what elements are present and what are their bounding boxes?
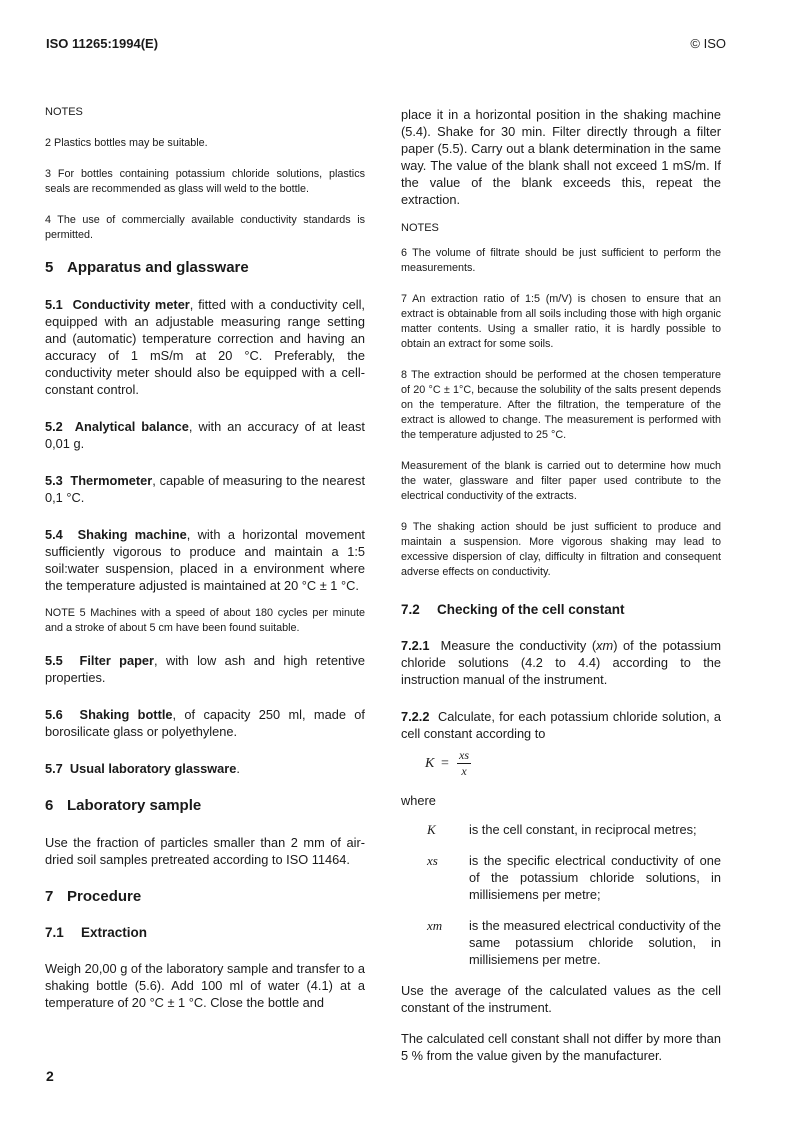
page-number: 2 (46, 1068, 54, 1084)
where-item: xm is the measured electrical conductivity of the same potassium chloride solution, in millisiemens per metre. (427, 918, 721, 967)
section-5-heading: 5 Apparatus and glassware (45, 259, 249, 276)
clause-7-2-1: 7.2.1 Measure the conductivity (xm) of the potassium chloride solutions (4.2 to 4.4) according to the instruction manual of the instrument. (401, 638, 721, 687)
note-8: 8 The extraction should be performed at the chosen temperature of 20 °C ± 1°C, because the solubility of the salts present depends on the temperature. After the filtration, the temperature of the extract is allowed to change. The measurement is performed with the temperature adjusted to 25 °C. (401, 369, 721, 441)
clause-7-1-heading: 7.1 Extraction (45, 925, 148, 940)
note-7: 7 An extraction ratio of 1:5 (m/V) is chosen to ensure that an extract is obtainable from all soils including those with high organic matter contents. Using a smaller ratio, it is hardly possible to obtain an extract for some soils. (401, 293, 721, 350)
where-item: K is the cell constant, in reciprocal metres; (427, 822, 697, 837)
where-item: xs is the specific electrical conductivity of one of the potassium chloride solutions, in millisiemens per metre; (427, 853, 721, 902)
extraction-continued: place it in a horizontal position in the shaking machine (5.4). Shake for 30 min. Filter directly through a filter paper (5.5). Carry out a blank determination in the same way. The value of the blank shall not exceed 1 mS/m. If the value of the blank exceeds this, repeat the extraction. (401, 107, 721, 207)
where-label: where (401, 793, 436, 808)
clause-7-2-heading: 7.2 Checking of the cell constant (401, 602, 625, 617)
section-6-heading: 6 Laboratory sample (45, 797, 202, 814)
note-8-continued: Measurement of the blank is carried out to determine how much the water, glassware and filter paper used contribute to the electrical conductivity of the extracts. (401, 460, 721, 502)
cell-constant-formula: K = $\frac{xs}{x}$ (425, 748, 469, 778)
clause-7-1-text: Weigh 20,00 g of the laboratory sample and transfer to a shaking bottle (5.6). Add 100 ml of water (4.1) at a temperature of 20 °C ± 1 °C. Close the bottle and (45, 961, 365, 1010)
note-6: 6 The volume of filtrate should be just sufficient to perform the measurements. (401, 247, 721, 274)
clause-5-2: 5.2 Analytical balance, with an accuracy of at least 0,01 g. (45, 419, 365, 451)
clause-5-1: 5.1 Conductivity meter, fitted with a conductivity cell, equipped with an adjustable measuring range setting and (automatic) temperature correction and having an accuracy of 1 mS/m at 20 °C. Preferably, the conductivity meter should also be equipped with a cell-constant control. (45, 297, 365, 397)
section-6-text: Use the fraction of particles smaller than 2 mm of air-dried soil samples pretreated according to ISO 11464. (45, 835, 365, 867)
clause-5-3: 5.3 Thermometer, capable of measuring to the nearest 0,1 °C. (45, 473, 365, 505)
clause-7-2-2: 7.2.2 Calculate, for each potassium chloride solution, a cell constant according to (401, 709, 721, 741)
section-7-heading: 7 Procedure (45, 888, 142, 905)
clause-5-4: 5.4 Shaking machine, with a horizontal movement sufficiently vigorous to produce and maintain a 1:5 soil:water suspension, placed in a environment where the temperature adjusted is maintained at 20 °C ± 1 °C. (45, 527, 365, 593)
note-3: 3 For bottles containing potassium chloride solutions, plastics seals are recommended as glass will weld to the bottle. (45, 168, 365, 195)
clause-5-7: 5.7 Usual laboratory glassware. (45, 761, 240, 776)
notes-label-right: NOTES (401, 222, 439, 234)
notes-label: NOTES (45, 106, 83, 118)
note-9: 9 The shaking action should be just sufficient to produce and maintain a suspension. More vigorous shaking may lead to excessive dispersion of clay, difficulty in filtration and consequent adverse effects on conductivity. (401, 521, 721, 578)
clause-5-5: 5.5 Filter paper, with low ash and high retentive properties. (45, 653, 365, 685)
average-text: Use the average of the calculated values as the cell constant of the instrument. (401, 983, 721, 1015)
right-column (401, 106, 721, 1084)
tolerance-text: The calculated cell constant shall not differ by more than 5 % from the value given by the manufacturer. (401, 1031, 721, 1063)
note-5: NOTE 5 Machines with a speed of about 180 cycles per minute and a stroke of about 5 cm have been found suitable. (45, 607, 365, 634)
clause-5-6: 5.6 Shaking bottle, of capacity 250 ml, made of borosilicate glass or polyethylene. (45, 707, 365, 739)
note-2: 2 Plastics bottles may be suitable. (45, 137, 208, 149)
document-id: ISO 11265:1994(E) (46, 36, 159, 51)
note-4: 4 The use of commercially available conductivity standards is permitted. (45, 214, 365, 241)
copyright-mark: © ISO (690, 36, 726, 51)
left-column (45, 106, 365, 1031)
